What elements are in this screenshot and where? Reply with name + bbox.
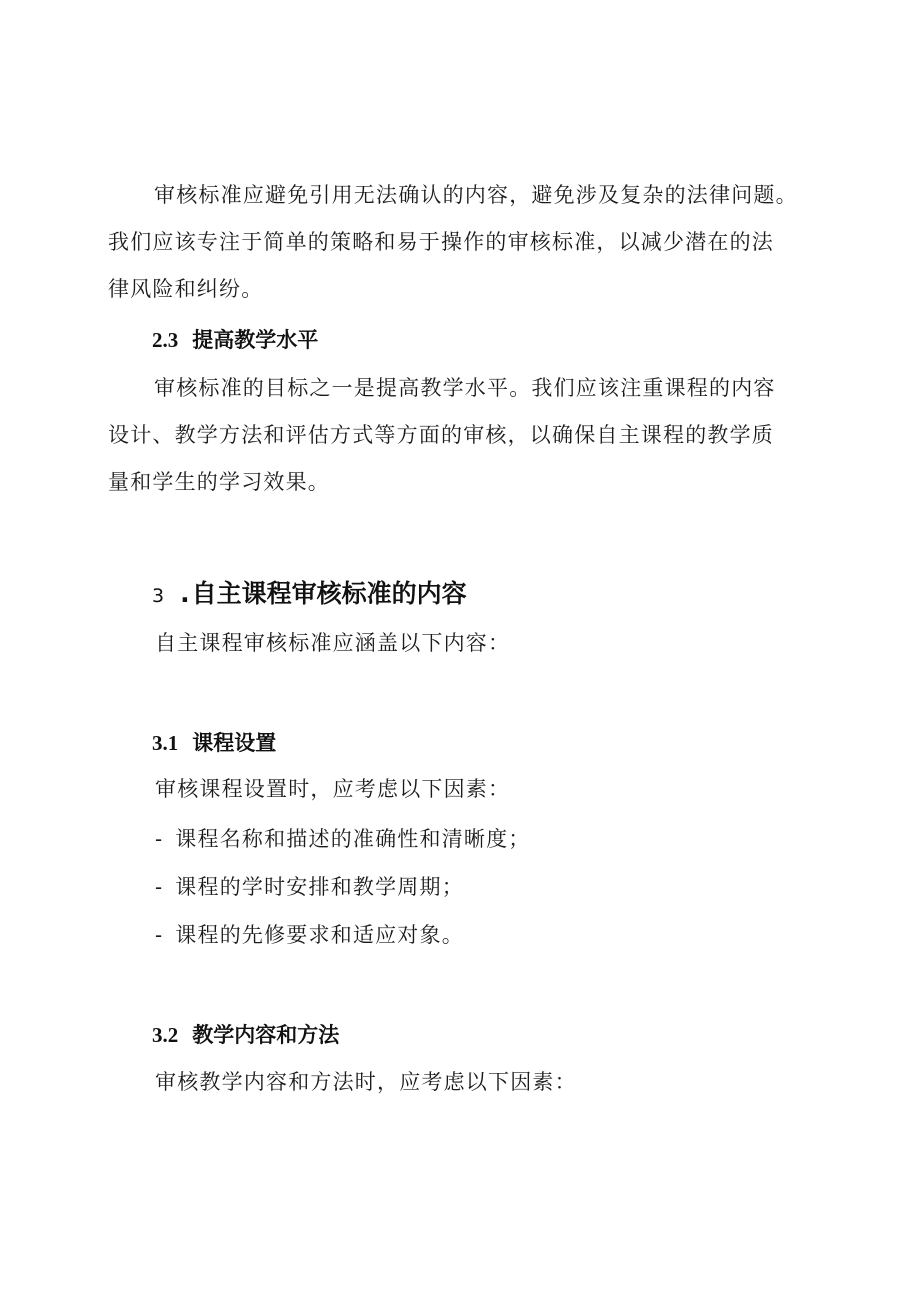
section-title: 教学内容和方法 (192, 1023, 340, 1047)
list-item (155, 824, 531, 854)
section-3-intro: 自主课程审核标准应涵盖以下内容： (155, 631, 511, 655)
section-title: 课程设置 (192, 731, 277, 755)
section-heading-3 (152, 574, 467, 610)
paragraph-avoid-legal-issues (108, 172, 820, 313)
list-item-text: 课程的先修要求和适应对象。 (175, 923, 464, 947)
section-number: 3 (152, 585, 165, 607)
bullet-dash: - (155, 827, 164, 851)
section-3-1-intro: 审核课程设置时，应考虑以下因素： (155, 777, 511, 801)
paragraph-line: 律风险和纠纷。 (108, 277, 264, 301)
section-number: 2.3 (152, 328, 179, 352)
paragraph-teaching-level (108, 365, 820, 506)
paragraph-line: 量和学生的学习效果。 (108, 470, 330, 494)
section-dot: . (180, 579, 190, 608)
section-3-2-intro: 审核教学内容和方法时，应考虑以下因素： (155, 1070, 577, 1094)
list-item-text: 课程名称和描述的准确性和清晰度； (175, 827, 531, 851)
paragraph-line: 审核标准应避免引用无法确认的内容，避免涉及复杂的法律问题。 (154, 183, 798, 207)
section-heading-3-1 (152, 727, 276, 757)
list-item (155, 872, 464, 902)
list-item (155, 920, 464, 950)
section-title: 提高教学水平 (192, 328, 319, 352)
section-title: 自主课程审核标准的内容 (191, 579, 467, 608)
section-heading-3-2 (152, 1019, 339, 1049)
list-item-text: 课程的学时安排和教学周期； (175, 875, 464, 899)
paragraph-line: 我们应该专注于简单的策略和易于操作的审核标准，以减少潜在的法 (108, 230, 774, 254)
section-number: 3.1 (152, 731, 179, 755)
section-heading-2-3 (152, 324, 318, 354)
bullet-dash: - (155, 875, 164, 899)
section-number: 3.2 (152, 1023, 179, 1047)
bullet-dash: - (155, 923, 164, 947)
paragraph-line: 设计、教学方法和评估方式等方面的审核，以确保自主课程的教学质 (108, 423, 774, 447)
paragraph-line: 审核标准的目标之一是提高教学水平。我们应该注重课程的内容 (154, 376, 776, 400)
